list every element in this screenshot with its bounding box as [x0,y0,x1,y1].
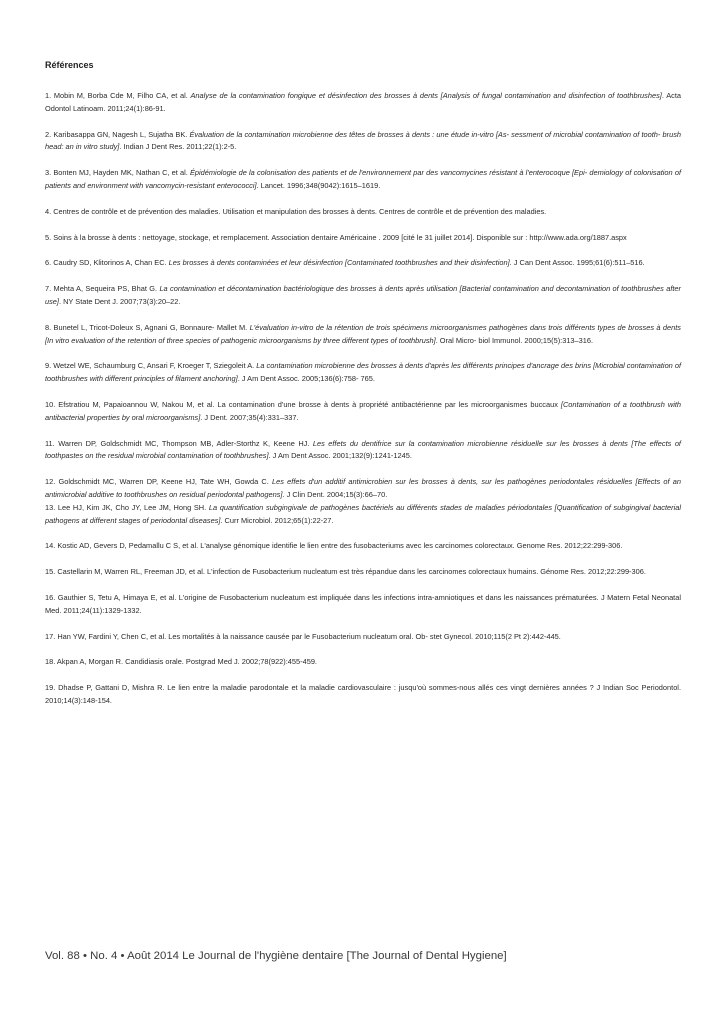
reference-item: 3. Bonten MJ, Hayden MK, Nathan C, et al. Épidémiologie de la colonisation des patients et de l'environnement par des vancomycines résistant à l'enterocoque [Epi- demiology of colonisation of patients and environment with vancomycin-resistant enterococci]. Lancet. 1996;348(9042):1615–1619. [45,168,681,190]
reference-item: 17. Han YW, Fardini Y, Chen C, et al. Les mortalités à la naissance causée par le Fusobacterium nucleatum oral. Ob- stet Gynecol. 2010;115(2 Pt 2):442-445. [45,631,561,641]
reference-item: 5. Soins à la brosse à dents : nettoyage, stockage, et remplacement. Association dentaire Américaine . 2009 [cité le 31 juillet 2014]. Disponible sur : http://www.ada.org/1887.aspx [45,232,627,242]
reference-item: 9. Wetzel WE, Schaumburg C, Ansari F, Kroeger T, Sziegoleit A. La contamination microbienne des brosses à dents d'après les différents principes d'ancrage des brins [Microbial contamination of toothbrushes with different principles of filament anchoring]. J Am Dent Assoc. 2005;136(6):758- 765. [45,361,682,384]
reference-item: 11. Warren DP, Goldschmidt MC, Thompson MB, Adler-Storthz K, Keene HJ. Les effets du dentifrice sur la contamination microbienne résiduelle sur les brosses à dents [The effects of toothpastes on the residual microbial contamination of toothbrushes]. J Am Dent Assoc. 2001;132(9):1241-1245. [45,438,681,461]
reference-item: 1. Mobin M, Borba Cde M, Filho CA, et al. Analyse de la contamination fongique et désinfection des brosses à dents [Analysis of fungal contamination and disinfection of toothbrushes]. Acta Odontol Latinoam. 2011;24(1):86-91. [45,91,681,113]
reference-item: 2. Karibasappa GN, Nagesh L, Sujatha BK. Évaluation de la contamination microbienne des têtes de brosses à dents : une étude in-vitro [As- sessment of microbial contamination of tooth- brush head: an in vitro study]. Indian J Dent Res. 2011;22(1):2-5. [45,129,681,152]
reference-item: 7. Mehta A, Sequeira PS, Bhat G. La contamination et décontamination bactériologique des brosses à dents après utilisation [Bacterial contamination and decontamination of toothbrushes after use]. NY State Dent J. 2007;73(3):20–22. [45,284,681,306]
reference-item: 4. Centres de contrôle et de prévention des maladies. Utilisation et manipulation des brosses à dents. Centres de contrôle et de prévention des maladies. [45,206,547,216]
reference-item: 19. Dhadse P, Gattani D, Mishra R. Le lien entre la maladie parodontale et la maladie cardiovasculaire : jusqu'où sommes-nous allés ces vingt dernières années ? J Indian Soc Periodontol. 2010;14(3):148-154. [45,683,681,705]
reference-item: 14. Kostic AD, Gevers D, Pedamallu C S, et al. L'analyse génomique identifie le lien entre des fusobacteriums avec les carcinomes colorectaux. Genome Res. 2012;22:299-306. [45,541,623,551]
references-heading: Références [45,60,94,70]
reference-item: 10. Efstratiou M, Papaioannou W, Nakou M, et al. La contamination d'une brosse à dents à propriété antibactérienne par les microorganismes buccaux [Contamination of a toothbrush with antibacterial properties by oral microorganisms]. J Dent. 2007;35(4):331–337. [45,399,682,422]
reference-item: 15. Castellarin M, Warren RL, Freeman JD, et al. L'infection de Fusobacterium nucleatum est très répandue dans les carcinomes colorectaux humains. Génome Res. 2012;22:299-306. [45,567,646,577]
reference-item: 8. Bunetel L, Tricot-Doleux S, Agnani G, Bonnaure- Mallet M. L'évaluation in-vitro de la rétention de trois spécimens microorganismes pathogènes dans trois différents types de brosses à dents [In vitro evaluation of the retention of three species of pathogenic microorganisms by three different types of toothbrush]. Oral Micro- biol Immunol. 2000;15(5):313–316. [45,322,681,345]
reference-item: 6. Caudry SD, Klitorinos A, Chan EC. Les brosses à dents contaminées et leur désinfection [Contaminated toothbrushes and their disinfection]. J Can Dent Assoc. 1995;61(6):511–516. [45,258,645,268]
reference-item: 16. Gauthier S, Tetu A, Himaya E, et al. L'origine de Fusobacterium nucleatum est impliquée dans les infections intra-amniotiques et dans les naissances prématurées. J Matern Fetal Neonatal Med. 2011;24(11):1329-1332. [45,592,681,615]
reference-item: 18. Akpan A, Morgan R. Candidiasis orale. Postgrad Med J. 2002;78(922):455-459. [45,657,317,667]
journal-footer: Vol. 88 • No. 4 • Août 2014 Le Journal de l'hygiène dentaire [The Journal of Dental Hygiene] [45,950,507,962]
reference-item: 13. Lee HJ, Kim JK, Cho JY, Lee JM, Hong SH. La quantification subgingivale de pathogènes bactériels au différents stades de maladies périodontales [Quantification of subgingival bacterial pathogens at different stages of periodontal diseases]. Curr Microbiol. 2012;65(1):22-27. [45,502,681,525]
reference-list [45,90,681,721]
reference-item: 12. Goldschmidt MC, Warren DP, Keene HJ, Tate WH, Gowda C. Les effets d'un additif antimicrobien sur les brosses à dents, sur les pathogènes periodontales résiduelles [Effects of an antimicrobial additive to toothbrushes on residual periodontal pathogens]. J Clin Dent. 2004;15(3):66–70. [45,477,681,499]
